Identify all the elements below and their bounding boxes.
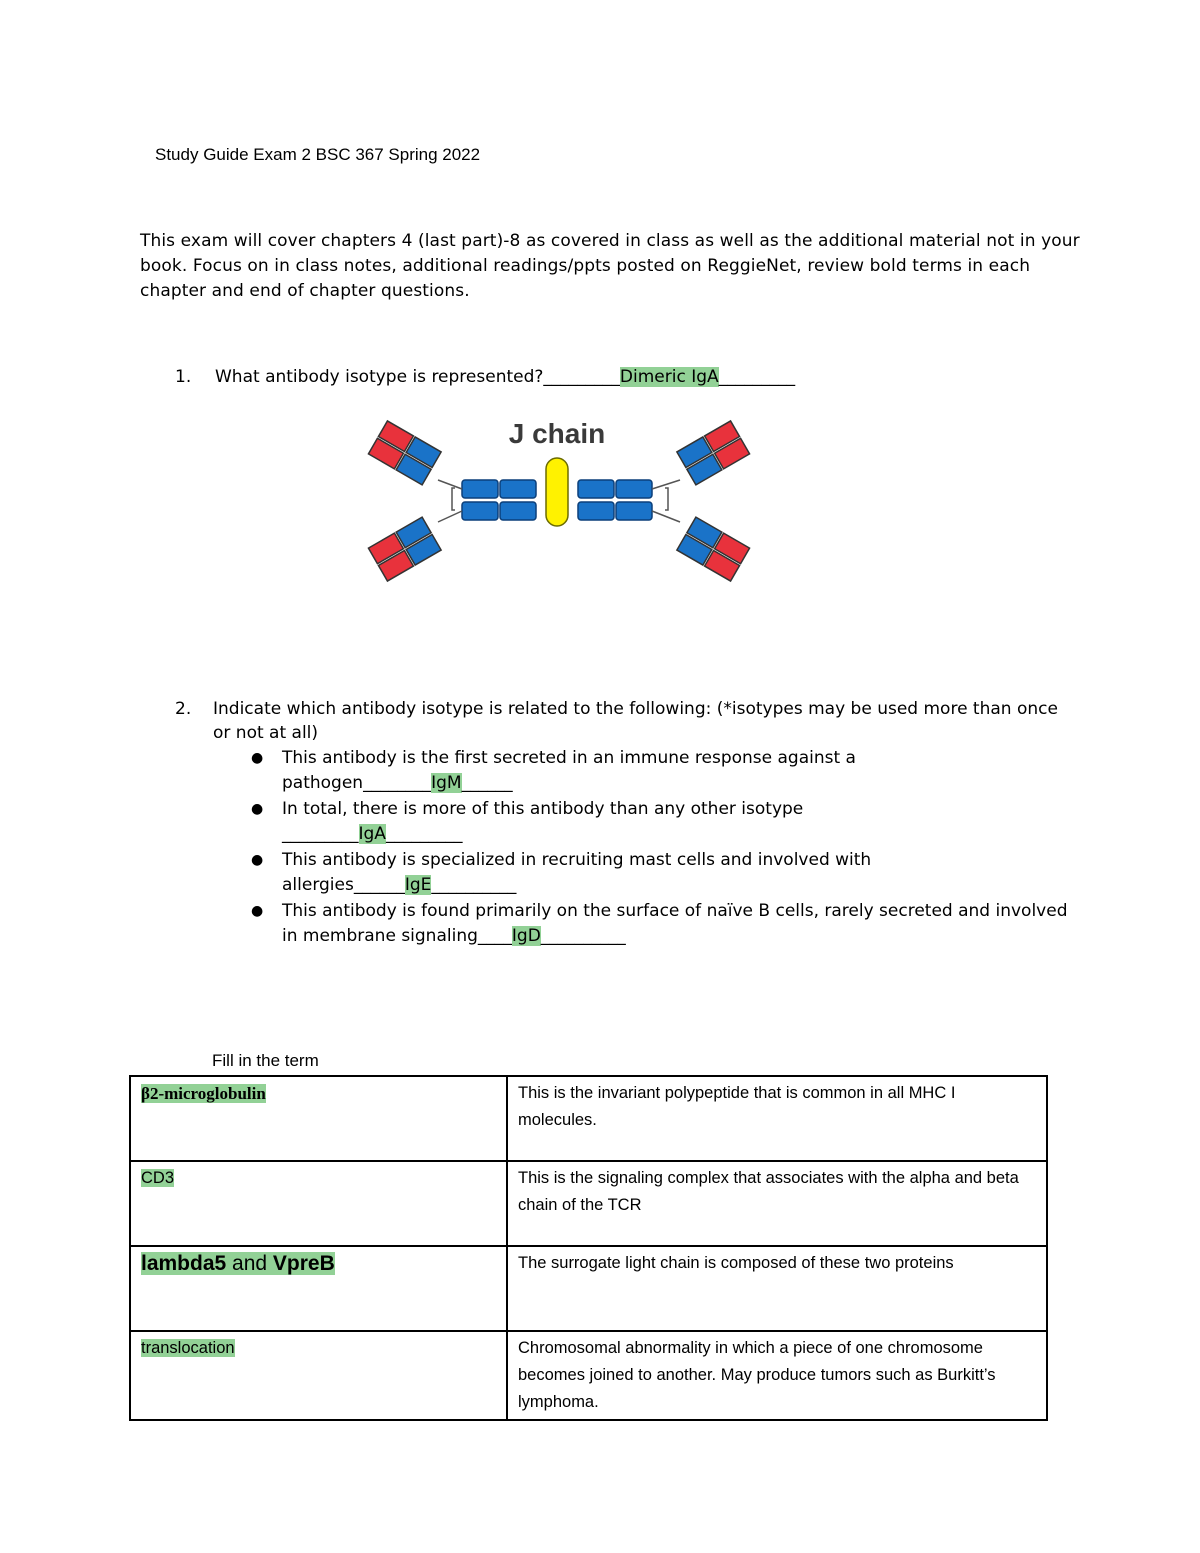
question-1 (175, 367, 795, 387)
answer-blank: _________ (543, 367, 620, 387)
term-answer: CD3 (141, 1169, 175, 1187)
term-answer: lambda5 and VpreB (141, 1252, 335, 1275)
bullet-icon: ● (251, 801, 264, 817)
answer-highlight: IgM (431, 773, 462, 793)
question-text: Indicate which antibody isotype is related to the following: (*isotypes may be used more than once or not at all) (213, 699, 1058, 743)
question-2 (175, 697, 1075, 949)
fill-in-table (129, 1075, 1048, 1421)
term-answer: β2-microglobulin (141, 1084, 266, 1103)
table-row (130, 1076, 1047, 1161)
fill-in-title: Fill in the term (212, 1051, 319, 1070)
term-cell (130, 1246, 507, 1331)
list-item: ● This antibody is the first secreted in an immune response against a pathogen________IgM______ (251, 748, 856, 793)
fab-arm-top-right (677, 421, 750, 485)
bullet-icon: ● (251, 903, 264, 919)
term-cell (130, 1076, 507, 1161)
table-row (130, 1331, 1047, 1420)
bullet-icon: ● (251, 852, 264, 868)
question-text: What antibody isotype is represented? (215, 367, 544, 387)
fc-region-left (462, 480, 536, 520)
definition-cell: This is the signaling complex that associates with the alpha and beta chain of the TCR (507, 1161, 1047, 1246)
fab-arm-bottom-right (677, 517, 750, 581)
intro-paragraph: This exam will cover chapters 4 (last part)-8 as covered in class as well as the additional material not in your book. Focus on in class notes, additional readings/ppts posted on ReggieNet, review bold terms in each chapter and end of chapter questions. (140, 231, 1080, 301)
answer-highlight: Dimeric IgA (619, 367, 719, 387)
question-number: 1. (175, 367, 192, 387)
fc-region-right (578, 480, 652, 520)
fab-arm-bottom-left (368, 517, 441, 581)
table-row (130, 1246, 1047, 1331)
page-title: Study Guide Exam 2 BSC 367 Spring 2022 (155, 145, 481, 164)
fab-arm-top-left (368, 421, 441, 485)
j-chain-label: J chain (508, 418, 606, 449)
answer-highlight: IgA (358, 824, 386, 844)
isotype-list (175, 746, 1075, 949)
answer-highlight: IgE (404, 875, 432, 895)
bullet-icon: ● (251, 750, 264, 766)
answer-highlight: IgD (511, 926, 541, 946)
list-item: ● This antibody is specialized in recruiting mast cells and involved with allergies______IgE__________ (251, 850, 872, 895)
question-number: 2. (175, 699, 192, 719)
term-cell (130, 1331, 507, 1420)
list-item: ● In total, there is more of this antibody than any other isotype _________IgA_________ (251, 799, 804, 844)
table-row (130, 1161, 1047, 1246)
definition-cell: The surrogate light chain is composed of these two proteins (507, 1246, 1047, 1331)
term-cell (130, 1161, 507, 1246)
j-chain (546, 458, 568, 526)
answer-blank: _________ (718, 367, 796, 387)
definition-cell: This is the invariant polypeptide that is common in all MHC I molecules. (507, 1076, 1047, 1161)
dimeric-iga-diagram (360, 410, 760, 595)
definition-cell: Chromosomal abnormality in which a piece of one chromosome becomes joined to another. May produce tumors such as Burkitt’s lymphoma. (507, 1331, 1047, 1420)
list-item: ● This antibody is found primarily on the surface of naïve B cells, rarely secreted and involved in membrane signaling____IgD__________ (251, 901, 1068, 946)
term-answer: translocation (141, 1339, 235, 1357)
